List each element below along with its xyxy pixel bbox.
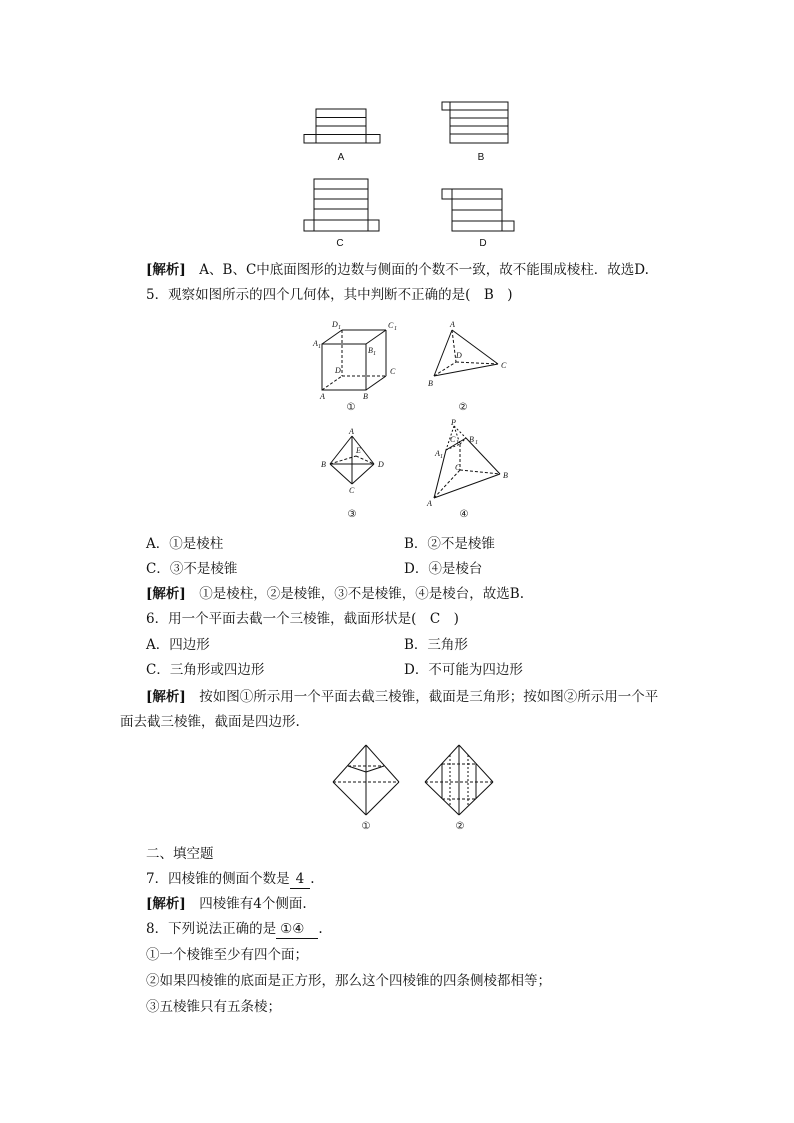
svg-text:C: C bbox=[455, 463, 461, 472]
svg-text:E: E bbox=[356, 446, 361, 455]
q7-answer: 4 bbox=[290, 870, 311, 889]
q4-analysis: [解析] A、B、C中底面图形的边数与侧面的个数不一致，故不能围成棱柱．故选D. bbox=[146, 262, 649, 278]
svg-text:D: D bbox=[456, 351, 462, 360]
net-caption-a: A bbox=[337, 152, 345, 163]
q7-stem: 7．四棱锥的侧面个数是 4 . bbox=[146, 871, 315, 887]
q6-stem: 6．用一个平面去截一个三棱锥，截面形状是( C ) bbox=[146, 611, 459, 627]
label-d1: D bbox=[332, 320, 338, 329]
q5-analysis: [解析] ①是棱柱，②是棱锥，③不是棱锥，④是棱台，故选B. bbox=[146, 586, 524, 602]
svg-text:1: 1 bbox=[338, 325, 341, 331]
svg-text:P: P bbox=[451, 418, 456, 427]
svg-text:A: A bbox=[349, 427, 354, 436]
q6-option-c: C．三角形或四边形 bbox=[146, 662, 265, 678]
svg-text:A: A bbox=[435, 449, 440, 458]
figure-caption-2: ② bbox=[458, 402, 468, 413]
section-heading: 二、填空题 bbox=[146, 846, 214, 862]
net-figure-d bbox=[436, 186, 518, 234]
section-triangle-figure bbox=[330, 742, 402, 818]
svg-text:C: C bbox=[349, 486, 355, 495]
svg-text:1: 1 bbox=[475, 440, 478, 446]
section-quad-figure bbox=[422, 742, 496, 818]
cube-figure bbox=[312, 318, 408, 402]
q5-option-b: B．②不是棱锥 bbox=[404, 536, 495, 552]
net-caption-b: B bbox=[477, 152, 485, 163]
svg-text:B: B bbox=[428, 379, 433, 388]
tetrahedron-figure bbox=[420, 318, 516, 394]
q6-option-b: B．三角形 bbox=[404, 637, 468, 653]
label-b1: B bbox=[368, 346, 373, 355]
analysis-tag: [解析] bbox=[146, 262, 186, 278]
label-b: B bbox=[363, 392, 368, 401]
q6-figure-caption-1: ① bbox=[361, 821, 371, 832]
q5-stem: 5．观察如图所示的四个几何体，其中判断不正确的是( B ) bbox=[146, 287, 513, 303]
svg-text:A: A bbox=[450, 320, 455, 329]
q5-option-c: C．③不是棱锥 bbox=[146, 561, 238, 577]
net-caption-d: D bbox=[479, 238, 487, 249]
q6-option-a: A．四边形 bbox=[146, 637, 210, 653]
net-figure-a bbox=[300, 105, 384, 147]
svg-text:D: D bbox=[378, 460, 384, 469]
svg-text:1: 1 bbox=[456, 440, 459, 446]
q8-answer: ①④ bbox=[276, 920, 318, 939]
figure-caption-4: ④ bbox=[459, 509, 469, 520]
label-c: C bbox=[390, 367, 396, 376]
label-c1: C bbox=[388, 321, 394, 330]
svg-text:A: A bbox=[427, 499, 432, 508]
q5-option-d: D．④是棱台 bbox=[404, 561, 483, 577]
label-d: D bbox=[335, 366, 341, 375]
double-pyramid-figure bbox=[316, 426, 392, 502]
svg-text:1: 1 bbox=[373, 351, 376, 357]
svg-text:B: B bbox=[469, 435, 474, 444]
net-figure-b bbox=[438, 98, 518, 148]
q8-item-1: ①一个棱锥至少有四个面； bbox=[146, 947, 308, 963]
q6-analysis-line2: 面去截三棱锥，截面是四边形. bbox=[120, 714, 300, 730]
svg-text:C: C bbox=[450, 435, 456, 444]
q8-item-2: ②如果四棱锥的底面是正方形，那么这个四棱锥的四条侧棱都相等； bbox=[146, 973, 551, 989]
q8-stem: 8．下列说法正确的是 ①④ . bbox=[146, 921, 323, 937]
svg-text:1: 1 bbox=[394, 326, 397, 332]
figure-caption-3: ③ bbox=[347, 509, 357, 520]
q8-item-3: ③五棱锥只有五条棱； bbox=[146, 999, 281, 1015]
svg-text:1: 1 bbox=[318, 344, 321, 350]
svg-text:B: B bbox=[503, 471, 508, 480]
label-a: A bbox=[320, 392, 325, 401]
q6-analysis-line1: [解析] 按如图①所示用一个平面去截三棱锥，截面是三角形；按如图②所示用一个平 bbox=[146, 689, 659, 705]
q6-option-d: D．不可能为四边形 bbox=[404, 662, 523, 678]
net-caption-c: C bbox=[336, 238, 344, 249]
svg-text:B: B bbox=[321, 460, 326, 469]
frustum-figure bbox=[424, 416, 516, 508]
net-figure-c bbox=[302, 176, 382, 234]
figure-caption-1: ① bbox=[346, 402, 356, 413]
label-a1: A bbox=[313, 339, 318, 348]
q6-figure-caption-2: ② bbox=[455, 821, 465, 832]
q7-analysis: [解析] 四棱锥有4个侧面. bbox=[146, 896, 307, 912]
q5-option-a: A．①是棱柱 bbox=[146, 536, 224, 552]
svg-text:C: C bbox=[501, 361, 507, 370]
svg-text:1: 1 bbox=[440, 454, 443, 460]
